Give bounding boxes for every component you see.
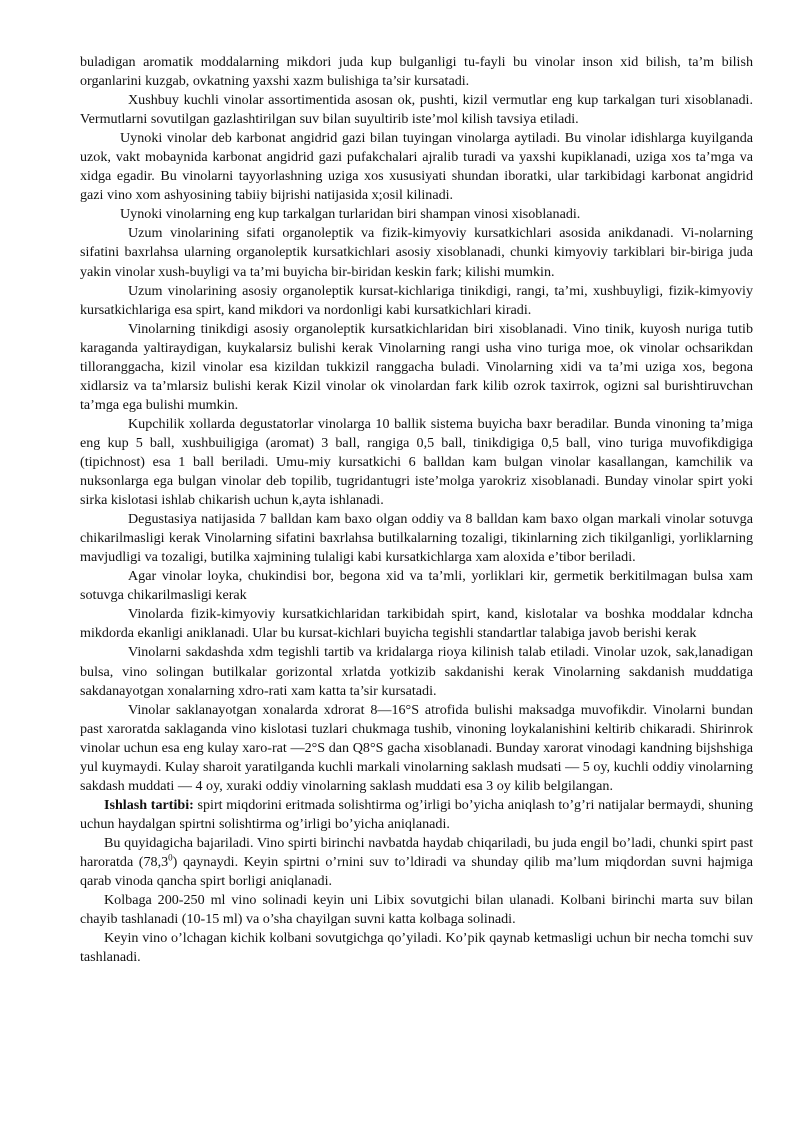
paragraph-vermouth: Xushbuy kuchli vinolar assortimentida asosan ok, pushti, kizil vermutlar eng kup tarkalgan turi xisoblanadi. Vermutlarni sovutilgan gazlashtirilgan suv bilan suyultirib iste’mol kilish tavsiya etiladi. bbox=[80, 92, 753, 128]
paragraph-defects: Agar vinolar loyka, chukindisi bor, begona xid va ta’mli, yorliklari kir, germetik berkitilmagan bulsa xam sotuvga chikarilmasligi kerak bbox=[80, 568, 753, 604]
paragraph-distillation bbox=[80, 834, 753, 891]
paragraph-degustation-result: Degustasiya natijasida 7 balldan kam baxo olgan oddiy va 8 balldan kam baxo olgan markali vinolar sotuvga chikarilmasligi kerak Vinolarning sifatini baxrlahsa butilkalarning tozaligi, tikinlarning zich tikilganligi, yorliklarning mavjudligi va tozaligi, butilka xajmining tulaligi kabi kursatkichlarga xam aloxida e’tibor beriladi. bbox=[80, 511, 753, 566]
paragraph-aromatic-substances: buladigan aromatik moddalarning mikdori juda kup bulganligi tu-fayli bu vinolar inson xid bilish, ta’m bilish organlarini kuzgab, ovkatning yaxshi xazm bulishiga ta’sir kursatadi. bbox=[80, 54, 753, 90]
procedure-text: spirt miqdorini eritmada solishtirma og’irligi bo’yicha aniqlash to’g’ri natijalar bermaydi, shuning uchun haydalgan spirtni solishtirma og’irligi bo’yicha aniqlanadi. bbox=[80, 796, 753, 832]
distillation-text-start: Bu quyidagicha bajariladi. Vino spirti birinchi navbatda haydab chiqariladi, bu juda engil bo’ladi, chunki spirt past haroratda (78,3 bbox=[80, 834, 753, 870]
paragraph-storage-rules: Vinolarni sakdashda xdm tegishli tartib va kridalarga rioya kilinish talab etiladi. Vinolar uzok, sak,lanadigan bulsa, vino solingan butilkalar gorizontal xrlatda yotkizib sakdanishi kerak Vinolarning sakdanish muddatiga sakdanayotgan xonalarning xdro-rati xam katta ta’sir kursatadi. bbox=[80, 644, 753, 699]
paragraph-organoleptic-indicators: Uzum vinolarining asosiy organoleptik kursat-kichlariga tinikdigi, rangi, ta’mi, xushbuyligi, fizik-kimyoviy kursatkichlariga esa spirt, kand mikdori va nordonligi kabi kursatkichlari kiradi. bbox=[80, 282, 753, 318]
paragraph-flask-setup: Kolbaga 200-250 ml vino solinadi keyin uni Libix sovutgichi bilan ulanadi. Kolbani birinchi marta suv bilan chayib tashlanadi (10-15 ml) va o’sha chayilgan suvni katta kolbaga solinadi. bbox=[80, 892, 753, 928]
distillation-text-end: ) qaynaydi. Keyin spirtni o’rnini suv to’ldiradi va shunday qilib ma’lum miqdordan suvni hajmiga qarab vinoda qancha spirt borligi aniqlanadi. bbox=[80, 853, 753, 890]
paragraph-procedure bbox=[80, 796, 753, 834]
paragraph-sparkling-wines: Uynoki vinolar deb karbonat angidrid gazi bilan tuyingan vinolarga aytiladi. Bu vinolar idishlarga kuyilganda uzok, vakt mobaynida karbonat angidrid gazi pufakchalari ajralib turadi va yaxshi kupiklanadi, uziga xos ta’mga va xidga egadir. Bu vinolarni tayyorlashning uziga xos xususiyati shundan iboratki, ular tarkibidagi karbonat angidrid gazi vino xom ashyosining tabiiy bijrishi natijasida x;osil kilinadi. bbox=[80, 130, 753, 204]
paragraph-champagne: Uynoki vinolarning eng kup tarkalgan turlaridan biri shampan vinosi xisoblanadi. bbox=[120, 206, 581, 223]
degree-superscript: 0 bbox=[168, 852, 173, 863]
paragraph-storage-temperature: Vinolar saklanayotgan xonalarda xdrorat 8—16°S atrofida bulishi maksadga muvofikdir. Vinolarni bundan past xaroratda saklaganda vino kislotasi tuzlari chukmaga tushib, vinoning loykalanishini keltirib chikaradi. Shirinrok vinolar uchun esa eng kulay xaro-rat —2°S dan Q8°S gacha xisoblanadi. Bunday xarorat vinodagi kandning bijshshiga yul kuymaydi. Kulay sharoit yaratilganda kuchli markali vinolarning saklash mudsati — 5 oy, kuchli oddiy vinolarning sakdash muddati — 4 oy, xuraki oddiy vinolarning saklash muddati esa 3 oy kilib belgilangan. bbox=[80, 701, 753, 794]
document-page bbox=[80, 53, 753, 967]
paragraph-physico-chemical: Vinolarda fizik-kimyoviy kursatkichlaridan tarkibidah spirt, kand, kislotalar va boshka moddalar kdncha mikdorda ekanligi aniklanadi. Ular bu kursat-kichlari buyicha tegishli standartlar talabiga javob berishi kerak bbox=[80, 606, 753, 642]
paragraph-tasting-score: Kupchilik xollarda degustatorlar vinolarga 10 ballik sistema buyicha baxr beradilar. Bunda vinoning ta’miga eng kup 5 ball, xushbuiligiga (aromat) 3 ball, rangiga 0,5 ball, tinikdigiga 0,5 ball, vino turiga muvofikdigiga (tipichnost) esa 1 ball beriladi. Umu-miy kursatkichi 6 balldan kam bulgan vinolar kasallangan, kamchilik va nuksonlarga ega bulgan vinolar deb topilib, tugridantugri iste’molga yarokriz xisoblanadi. Bunday vinolar spirt yoki sirka kislotasi ishlab chikarish uchun k,ayta ishlanadi. bbox=[80, 415, 753, 509]
paragraph-quality-indicators: Uzum vinolarining sifati organoleptik va fizik-kimyoviy kursatkichlari asosida anikdanadi. Vi-nolarning sifatini baxrlahsa ularning organoleptik kursatkichlari asosiy xisoblanadi, chunki kimyoviy tarkiblari bir-biriga juda yakin vinolar xush-buyligi va ta’mi buyicha bir-biridan keskin fark; kilishi mumkin. bbox=[80, 225, 753, 280]
paragraph-cooler: Keyin vino o’lchagan kichik kolbani sovutgichga qo’yiladi. Ko’pik qaynab ketmasligi uchun bir necha tomchi suv tashlanadi. bbox=[80, 930, 753, 966]
paragraph-clarity-color: Vinolarning tinikdigi asosiy organoleptik kursatkichlaridan biri xisoblanadi. Vino tinik, kuyosh nuriga tutib karaganda yaltiraydigan, kuykalarsiz bulishi kerak Vinolarning rangi usha vino turiga moe, ok vinolar ochsarikdan tilloranggacha, kizil vinolar esa kizildan tukkizil ranggacha buladi. Vinolarning xidi va ta’mi uziga xos, begona xidlarsiz va ta’mlarsiz bulishi kerak Kizil vinolar ok vinolardan fark kilib ozrok taxirrok, ogizni sal burishtiruvchan ta’mga ega bulishi mumkin. bbox=[80, 320, 753, 413]
procedure-label: Ishlash tartibi: bbox=[104, 796, 194, 813]
